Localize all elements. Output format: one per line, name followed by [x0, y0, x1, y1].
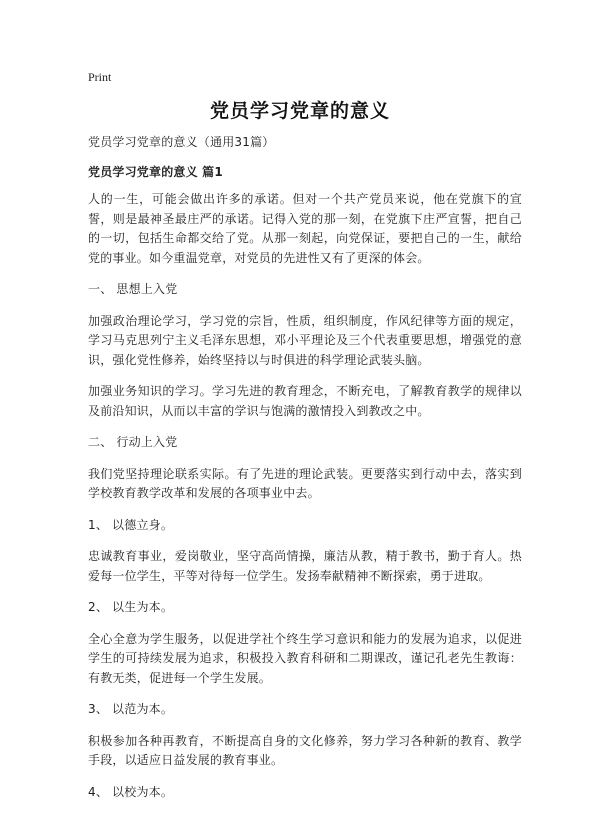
- list-heading-4: 4、 以校为本。: [88, 784, 174, 799]
- print-link[interactable]: Print: [88, 70, 112, 84]
- intro-paragraph: 人的一生，可能会做出许多的承诺。但对一个共产党员来说，他在党旗下的宣誓，则是最神圣最庄严的承诺。记得入党的那一刻，在党旗下庄严宣誓，把自己的一切，包括生命都交给了党。从那一刻起，向党保证，要把自己的一生，献给党的事业。如今重温党章，对党员的先进性又有了更深的体会。: [88, 192, 522, 265]
- article-heading: 党员学习党章的意义 篇1: [88, 164, 223, 179]
- body-paragraph: 加强业务知识的学习。学习先进的教育理念，不断充电，了解教育教学的规律以及前沿知识，从而以丰富的学识与饱满的激情投入到教改之中。: [88, 384, 522, 418]
- body-paragraph: 忠诚教育事业，爱岗敬业，坚守高尚情操，廉洁从教，精于教书，勤于育人。热爱每一位学生，平等对待每一位学生。发扬奉献精神不断探索，勇于进取。: [88, 549, 522, 583]
- body-paragraph: 加强政治理论学习，学习党的宗旨，性质，组织制度，作风纪律等方面的规定，学习马克思列宁主义毛泽东思想，邓小平理论及三个代表重要思想，增强党的意识，强化党性修养，始终坚持以与时俱进的科学理论武装头脑。: [88, 313, 522, 367]
- document-body: [88, 133, 522, 814]
- section-heading-action: 二、 行动上入党: [88, 435, 178, 449]
- body-paragraph: 我们党坚持理论联系实际。有了先进的理论武装。更要落实到行动中去，落实到学校教育教学改革和发展的各项事业中去。: [88, 466, 522, 500]
- body-paragraph: 积极参加各种再教育，不断提高自身的文化修养，努力学习各种新的教育、教学手段，以适应日益发展的教育事业。: [88, 733, 522, 767]
- page-title: 党员学习党章的意义: [209, 100, 390, 122]
- body-paragraph: 全心全意为学生服务，以促进学社个终生学习意识和能力的发展为追求，以促进学生的可持续发展为追求，积极投入教育科研和二期课改，谨记孔老先生教诲：有教无类，促进每一个学生发展。: [88, 631, 522, 685]
- list-heading-3: 3、 以范为本。: [88, 702, 174, 716]
- list-heading-2: 2、 以生为本。: [88, 600, 174, 614]
- list-heading-1: 1、 以德立身。: [88, 517, 174, 532]
- document-subtitle: 党员学习党章的意义（通用31篇）: [88, 135, 275, 149]
- section-heading-ideology: 一、 思想上入党: [88, 282, 178, 296]
